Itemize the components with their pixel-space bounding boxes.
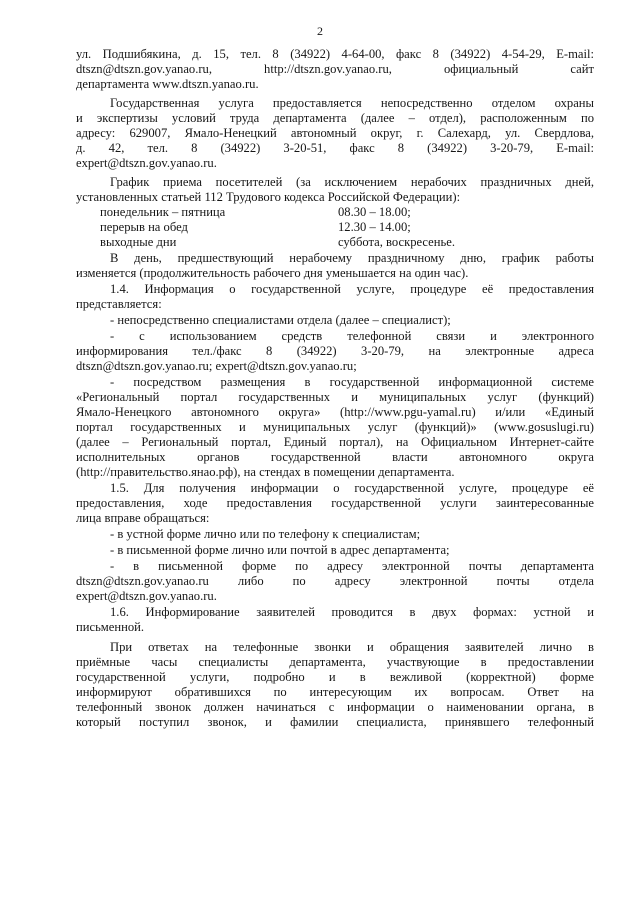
text-line: expert@dtszn.gov.yanao.ru. (76, 156, 217, 170)
text-line: представляется: (76, 297, 162, 311)
text-line: и экспертизы условий труда департамента (далее – отдел), расположенным по (76, 111, 594, 125)
text-line: dtszn@dtszn.gov.yanao.ru; expert@dtszn.gov.yanao.ru; (76, 359, 357, 373)
text-line: dtszn@dtszn.gov.yanao.ru, http://dtszn.gov.yanao.ru, официальный сайт (76, 62, 594, 76)
text-line: адресу: 629007, Ямало-Ненецкий автономный округ, г. Салехард, ул. Свердлова, (76, 126, 594, 140)
text-line: - в устной форме лично или по телефону к специалистам; (110, 527, 421, 541)
text-line: - посредством размещения в государственной информационной системе (110, 375, 594, 389)
text-line: государственной услуги, подробно и в вежливой (корректной) форме (76, 670, 594, 684)
text-line: - с использованием средств телефонной связи и электронного (110, 329, 594, 343)
text-line: (далее – Региональный портал, Единый портал), на Официальном Интернет-сайте (76, 435, 594, 449)
text-line: График приема посетителей (за исключением нерабочих праздничных дней, (110, 175, 594, 189)
text-line: - в письменной форме лично или почтой в адрес департамента; (110, 543, 450, 557)
schedule-time: 08.30 – 18.00; (338, 205, 411, 219)
text-line: д. 42, тел. 8 (34922) 3-20-51, факс 8 (34922) 3-20-79, E-mail: (76, 141, 594, 155)
text-line: Ямало-Ненецкого автономного округа» (http://www.pgu-yamal.ru) и/или «Единый (76, 405, 594, 419)
text-line: предоставления, ходе предоставления государственной услуги заинтересованные (76, 496, 594, 510)
text-line: приёмные часы специалисты департамента, участвующие в предоставлении (76, 655, 594, 669)
text-line: В день, предшествующий нерабочему праздничному дню, график работы (110, 251, 594, 265)
text-line: письменной. (76, 620, 145, 634)
text-line: Государственная услуга предоставляется непосредственно отделом охраны (110, 96, 594, 110)
text-line: При ответах на телефонные звонки и обращения заявителей лично в (110, 640, 594, 654)
schedule-time: суббота, воскресенье. (338, 235, 455, 249)
text-line: 1.6. Информирование заявителей проводится в двух формах: устной и (110, 605, 594, 619)
text-line: телефонный звонок должен начинаться с информации о наименовании органа, в (76, 700, 594, 714)
text-line: лица вправе обращаться: (76, 511, 210, 525)
text-line: - в письменной форме по адресу электронной почты департамента (110, 559, 594, 573)
text-line: информируют обратившихся по интересующим их вопросам. Ответ на (76, 685, 594, 699)
text-line: (http://правительство.янао.рф), на стендах в помещении департамента. (76, 465, 455, 479)
schedule-day: понедельник – пятница (100, 205, 226, 219)
text-line: «Региональный портал государственных и муниципальных услуг (функций) (76, 390, 594, 404)
text-line: - непосредственно специалистами отдела (далее – специалист); (110, 313, 451, 327)
text-line: который поступил звонок, и фамилии специалиста, принявшего телефонный (76, 715, 594, 729)
text-line: департамента www.dtszn.yanao.ru. (76, 77, 259, 91)
text-line: ул. Подшибякина, д. 15, тел. 8 (34922) 4-64-00, факс 8 (34922) 4-54-29, E-mail: (76, 47, 594, 61)
schedule-row (100, 235, 520, 250)
text-line: портал государственных и муниципальных услуг (функций)» (www.gosuslugi.ru) (76, 420, 594, 434)
schedule-row (100, 205, 520, 220)
text-line: установленных статьей 112 Трудового кодекса Российской Федерации): (76, 190, 461, 204)
text-line: 1.4. Информация о государственной услуге, процедуре её предоставления (110, 282, 594, 296)
schedule-row (100, 220, 520, 235)
text-line: 1.5. Для получения информации о государственной услуге, процедуре её (110, 481, 594, 495)
schedule-time: 12.30 – 14.00; (338, 220, 411, 234)
text-line: информирования тел./факс 8 (34922) 3-20-79, на электронные адреса (76, 344, 594, 358)
schedule-day: перерыв на обед (100, 220, 188, 234)
text-line: dtszn@dtszn.gov.yanao.ru либо по адресу электронной почты отдела (76, 574, 594, 588)
text-line: исполнительных органов государственной власти автономного округа (76, 450, 594, 464)
schedule-day: выходные дни (100, 235, 177, 249)
page-number: 2 (317, 24, 323, 38)
text-line: изменяется (продолжительность рабочего дня уменьшается на один час). (76, 266, 469, 280)
text-line: expert@dtszn.gov.yanao.ru. (76, 589, 217, 603)
